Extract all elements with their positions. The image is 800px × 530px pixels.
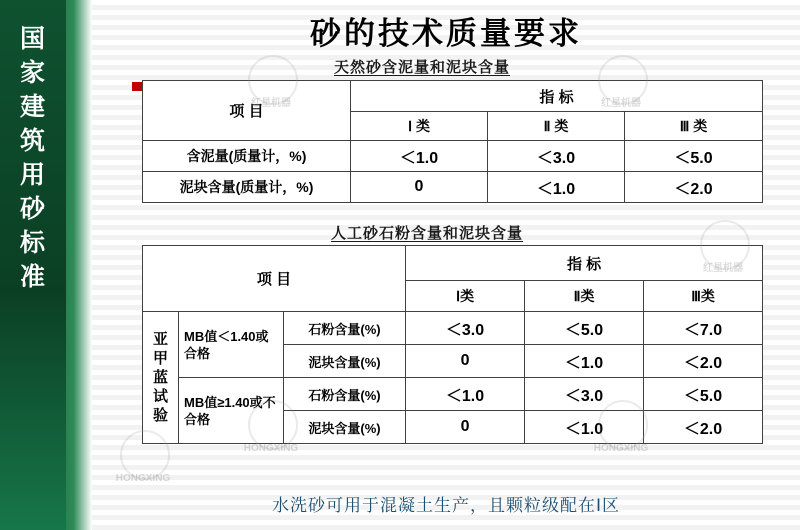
group-condition-label: MB值≥1.40或不合格 [179,378,284,444]
row-label: 石粉含量(%) [284,312,406,345]
col-header-index: 指 标 [406,246,763,281]
table-row [143,141,763,172]
sidebar-title-char: 筑 [19,127,46,155]
group-condition-label: MB值＜1.40或合格 [179,312,284,378]
page-title: 砂的技术质量要求 [310,16,582,51]
row-label: 石粉含量(%) [284,378,406,411]
sidebar-title-char: 砂 [19,195,46,223]
cell-value: ＜3.0 [525,378,644,411]
cell-value: ＜5.0 [644,378,763,411]
section2-title-text: 人工砂石粉含量和泥块含量 [330,225,523,242]
watermark-label: HONGXING [593,443,649,454]
row-label: 泥块含量(%) [284,411,406,444]
row-category-label: 亚甲蓝试验 [143,312,179,444]
row-label: 泥块含量(%) [284,345,406,378]
col-header-item: 项 目 [143,246,406,312]
cell-value: 0 [351,172,488,203]
col-header-item: 项 目 [143,81,351,141]
watermark-label: HONGXING [243,443,299,454]
cell-value: ＜1.0 [351,141,488,172]
cell-value: ＜1.0 [488,172,625,203]
watermark-label: 红星机器 [703,263,743,274]
cell-value: ＜1.0 [525,411,644,444]
footer-note: 水洗砂可用于混凝土生产，且颗粒级配在Ⅰ区 [271,496,620,515]
sidebar-title-char: 标 [19,229,46,257]
cell-value: ＜1.0 [406,378,525,411]
cell-value: ＜3.0 [406,312,525,345]
col-header-class-2: Ⅱ 类 [488,112,625,141]
section1-title [212,56,632,77]
col-header-class-3: Ⅲ类 [644,281,763,312]
cell-value: ＜1.0 [525,345,644,378]
sidebar-vertical-title [12,22,54,294]
sidebar-band [0,0,92,530]
cell-value: ＜2.0 [644,411,763,444]
table-row [143,312,763,345]
col-header-class-2: Ⅱ类 [525,281,644,312]
row-label: 泥块含量(质量计，%) [143,172,351,203]
cell-value: 0 [406,345,525,378]
cell-value: ＜3.0 [488,141,625,172]
sidebar-title-char: 家 [19,59,46,87]
watermark-label: HONGXING [115,473,171,484]
cell-value: ＜5.0 [525,312,644,345]
sidebar-title-char: 建 [19,93,46,121]
table-manufactured-sand [142,245,763,444]
sidebar-title-char: 准 [19,263,46,291]
watermark-label: 红星机器 [601,98,641,109]
section2-title [212,222,642,243]
sidebar-title-char: 用 [19,161,46,189]
col-header-index: 指 标 [351,81,763,112]
cell-value: ＜2.0 [625,172,763,203]
watermark-label: 红星机器 [251,98,291,109]
row-label: 含泥量(质量计，%) [143,141,351,172]
table-row [143,81,763,112]
section1-title-text: 天然砂含泥量和泥块含量 [333,59,510,76]
col-header-class-1: Ⅰ 类 [351,112,488,141]
table-row [143,172,763,203]
sidebar-title-char: 国 [19,25,46,53]
cell-value: ＜2.0 [644,345,763,378]
table-natural-sand [142,80,763,203]
col-header-class-1: Ⅰ类 [406,281,525,312]
cell-value: ＜7.0 [644,312,763,345]
cell-value: ＜5.0 [625,141,763,172]
table-row [143,378,763,411]
table-row [143,246,763,281]
content-area [92,0,800,530]
col-header-class-3: Ⅲ 类 [625,112,763,141]
cell-value: 0 [406,411,525,444]
